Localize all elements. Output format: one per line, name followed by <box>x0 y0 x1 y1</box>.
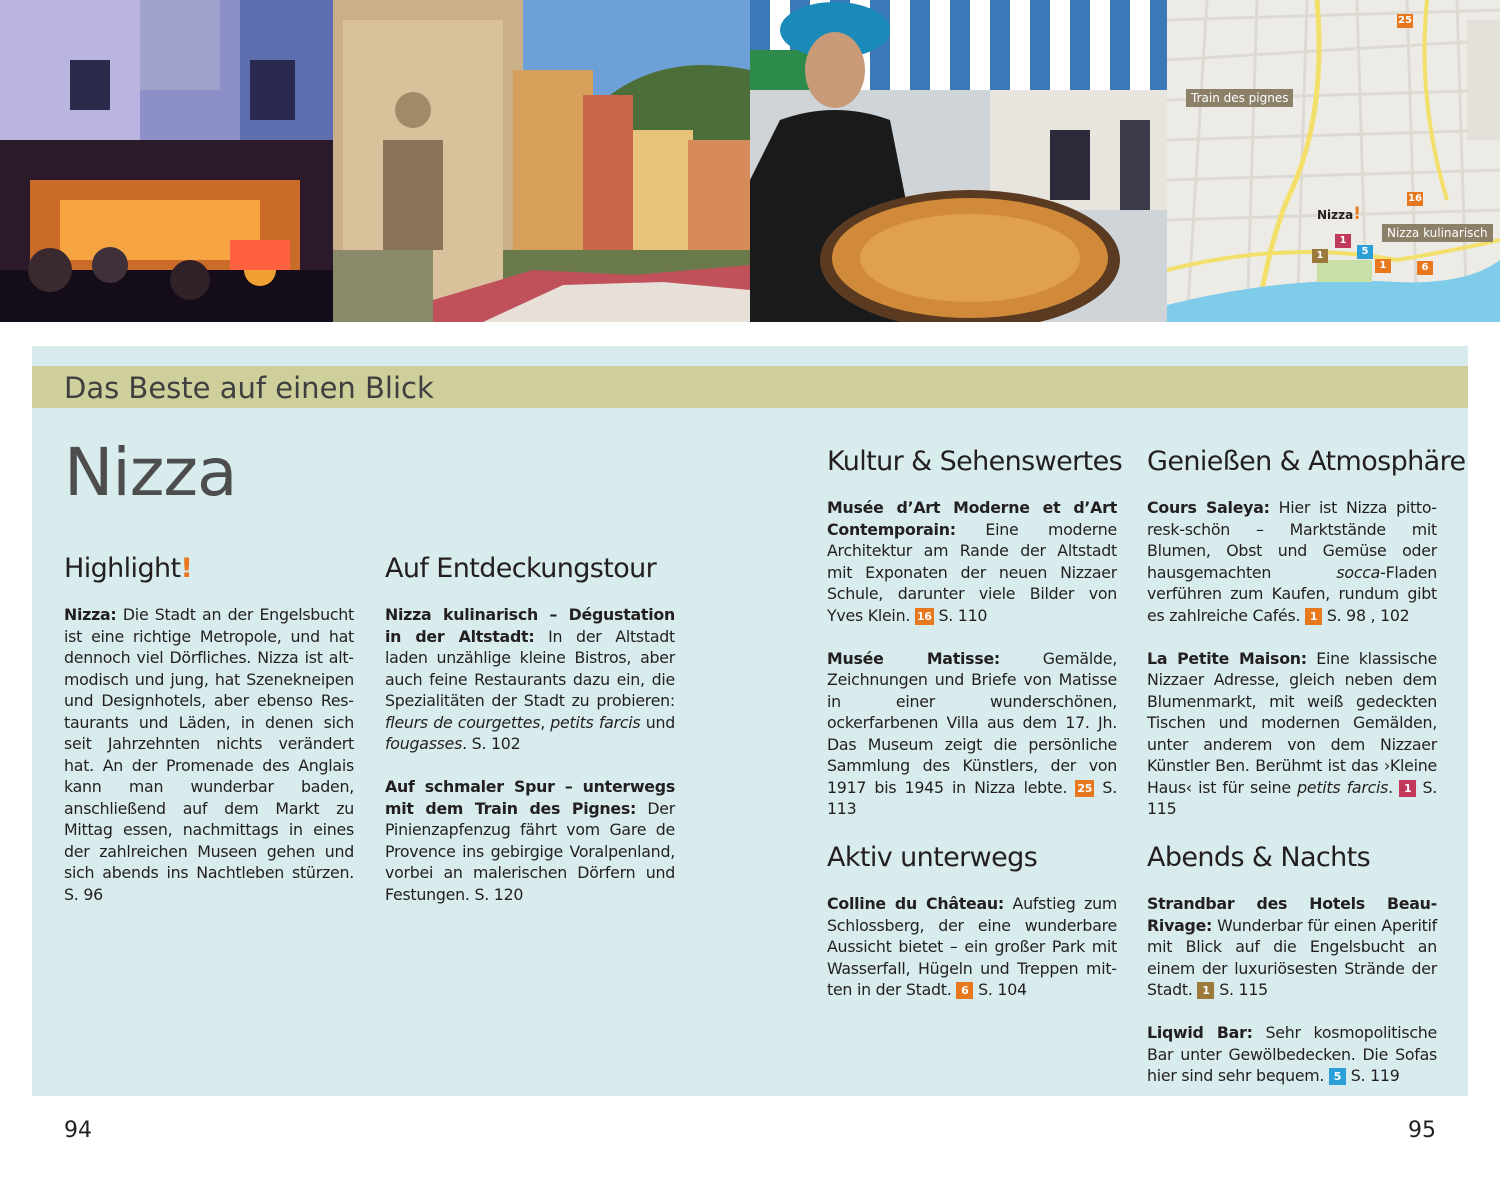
entry-liqwid-bar: Liqwid Bar: Sehr kosmopolitische Bar unter Gewölbedecken. Die Sofas hier sind sehr bequem. 5 S. 119 <box>1147 1023 1437 1085</box>
map-badge-5: 5 <box>1357 245 1373 259</box>
photo-bar-interior <box>0 0 333 322</box>
heading-aktiv: Aktiv unterwegs <box>827 842 1038 873</box>
column-highlight <box>64 552 354 927</box>
map-badge-6: 6 <box>1417 261 1433 275</box>
map-badge-25: 25 <box>1398 15 1412 26</box>
map-badge-16: 16 <box>1408 193 1422 204</box>
band-title: Das Beste auf einen Blick <box>64 371 434 405</box>
map-badge-1-orange: 1 <box>1375 259 1391 273</box>
map-ref-badge: 16 <box>916 609 932 623</box>
entry-cours-saleya: Cours Saleya: Hier ist Nizza pittoresk-schön – Marktstände mit Blumen, Obst und Gemüse oder hausgemachten socca-Fladen verführen zum Kaufen, rundum gibt es zahlreiche Cafés. 1 S. 98 , 102 <box>1147 498 1437 625</box>
map-ref-badge: 25 <box>1077 781 1093 795</box>
map-label-kulinarisch: Nizza kulinarisch <box>1382 224 1493 242</box>
heading-kultur: Kultur & Sehenswertes <box>827 446 1123 477</box>
map-ref-badge: 1 <box>1399 780 1416 797</box>
section-band <box>32 366 1468 408</box>
column-kultur <box>827 445 1123 1022</box>
column-geniessen <box>1147 445 1466 1108</box>
page-number-right: 95 <box>1408 1118 1436 1143</box>
map-badge-1-brown: 1 <box>1312 249 1328 263</box>
content-panel <box>32 346 1468 1096</box>
map-city-label: Nizza! <box>1317 204 1361 224</box>
entry-la-petite-maison: La Petite Maison: Eine klassische Nizzaer Adresse, gleich neben dem Blumenmarkt, mit weiß gedeckten Tischen und modernen Gemälden, unter anderem von dem Nizzaer Künstler Ben. Berühmt ist das ›Kleine Haus‹ ist für seine petits farcis. 1 S. 115 <box>1147 648 1437 818</box>
entry-musee-art-moderne: Musée d’Art Moderne et d’Art Contemporain: Eine moderne Architektur am Rande der Altstadt mit Exponaten der neuen Nizzaer Schule, darunter viele Bilder von Yves Klein. 16 S. 110 <box>827 498 1117 625</box>
entry-nizza-kulinarisch: Nizza kulinarisch – Dégustation in der Altstadt: In der Altstadt laden unzählige kleine Bistros, aber auch feine Restaurants dazu ein, die Spezialitäten der Stadt zu probieren: fleurs de courgettes, petits farcis und fougasses. S. 102 <box>385 605 675 753</box>
map-badge-1-crimson: 1 <box>1335 234 1351 248</box>
heading-highlight: Highlight! <box>64 553 193 584</box>
photo-socca-vendor <box>750 0 1167 322</box>
photo-city-map <box>1167 0 1500 322</box>
highlight-bang-icon: ! <box>180 553 193 584</box>
entry-colline-du-chateau: Colline du Château: Aufstieg zum Schlossberg, der eine wunderbare Aussicht bietet – ein großer Park mit Wasserfall, Hügeln und Treppen mitten in der Stadt. 6 S. 104 <box>827 894 1117 999</box>
heading-abends: Abends & Nachts <box>1147 842 1371 873</box>
map-ref-badge: 5 <box>1329 1068 1346 1085</box>
photo-old-town-square <box>333 0 750 322</box>
photo-strip <box>0 0 1500 322</box>
page-number-left: 94 <box>64 1118 92 1143</box>
map-ref-badge: 1 <box>1197 982 1214 999</box>
map-label-train: Train des pignes <box>1186 89 1293 107</box>
entry-strandbar-beau-rivage: Strandbar des Hotels Beau-Rivage: Wunderbar für einen Aperitif mit Blick auf die Engelsbucht an einem der luxuriösesten Strände der Stadt. 1 S. 115 <box>1147 894 1437 999</box>
page-title: Nizza <box>64 434 237 511</box>
entry-train-des-pignes: Auf schmaler Spur – unterwegs mit dem Train des Pignes: Der Pinienzapfenzug fährt vom Gare de Provence ins gebirgige Voralpenland, vorbei an malerischen Dörfern und Festungen. S. 120 <box>385 777 675 904</box>
heading-geniessen: Genießen & Atmosphäre <box>1147 446 1466 477</box>
column-tour <box>385 552 675 927</box>
entry-nizza: Nizza: Die Stadt an der Engelsbucht ist eine richtige Metropole, und hat dennoch viel Dörfliches. Nizza ist altmodisch und jung, hat Szenekneipen und Designhotels, aber ebenso Restaurants und Läden, in denen sich seit Jahrzehnten nichts verändert hat. An der Promenade des Anglais kann man wunderbar baden, anschließend auf dem Markt zu Mittag essen, nachmittags in eines der zahlreichen Museen gehen und sich abends ins Nachtleben stürzen. S. 96 <box>64 605 354 904</box>
map-ref-badge: 6 <box>956 982 973 999</box>
map-ref-badge: 1 <box>1305 608 1322 625</box>
entry-musee-matisse: Musée Matisse: Gemälde, Zeichnungen und Briefe von Matisse in einer wunderschönen, ockerfarbenen Villa aus dem 17. Jh. Das Museum zeigt die persönliche Sammlung des Künstlers, der von 1917 bis 1945 in Nizza lebte. 25 S. 113 <box>827 648 1117 818</box>
heading-tour: Auf Entdeckungstour <box>385 553 657 584</box>
